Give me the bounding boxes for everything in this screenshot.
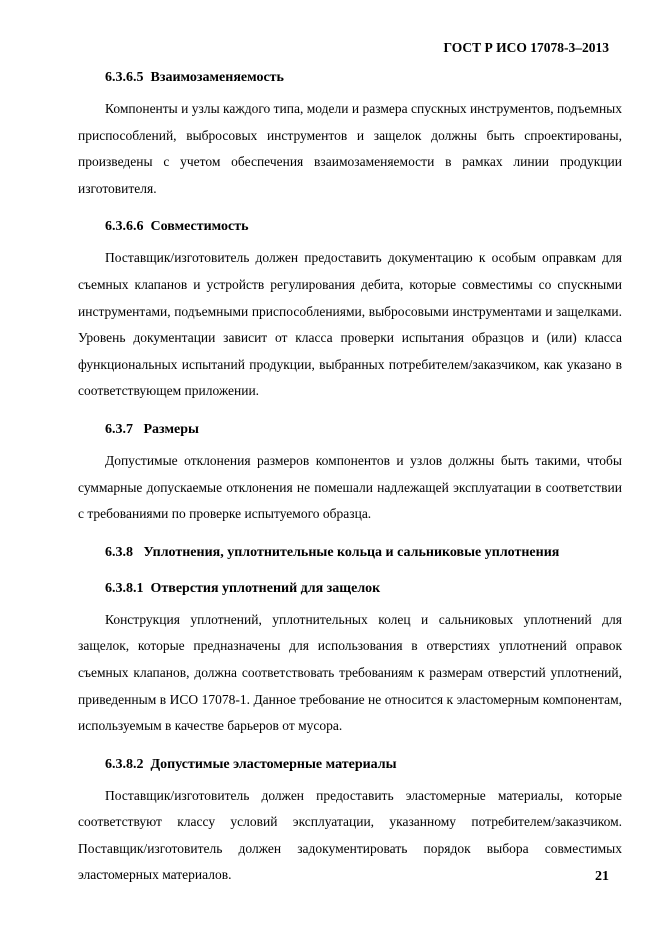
section-heading-seals: 6.3.8 Уплотнения, уплотнительные кольца и сальниковые уплотнения [105,544,560,560]
section-text-dimensions: Допустимые отклонения размеров компонентов и узлов должны быть такими, чтобы суммарные допускаемые отклонения не помешали надлежащей эксплуатации в соответствии с требованиями по проверке испытуемого образца. [78,452,622,522]
document-body [78,67,622,889]
section-heading-elastomer-materials: 6.3.8.2 Допустимые эластомерные материалы [105,756,397,772]
section-text-interchangeability: Компоненты и узлы каждого типа, модели и размера спускных инструментов, подъемных приспособлений, выбросовых инструментов и защелок должны быть спроектированы, произведены с учетом обеспечения взаимозаменяемости в рамках линии продукции изготовителя. [78,101,622,196]
section-text-compatibility: Поставщик/изготовитель должен предоставить документацию к особым оправкам для съемных клапанов и устройств регулирования дебита, которые совместимы со спускными инструментами, подъемными приспособлениями, выбросовыми инструментами и защелками. Уровень документации зависит от класса проверки испытания образцов и (или) класса функциональных испытаний продукции, выбранных потребителем/заказчиком, как указано в соответствующем приложении. [78,250,622,399]
section-heading-latch-seal-bores: 6.3.8.1 Отверстия уплотнений для защелок [105,580,381,596]
section-heading-dimensions: 6.3.7 Размеры [105,421,199,437]
section-heading-interchangeability: 6.3.6.5 Взаимозаменяемость [105,70,284,85]
section-text-elastomer-materials: Поставщик/изготовитель должен предоставить эластомерные материалы, которые соответствуют классу условий эксплуатации, указанному потребителем/заказчиком. Поставщик/изготовитель должен задокументировать порядок выбора совместимых эластомерных материалов. [78,787,622,883]
page-number: 21 [595,869,609,884]
section-text-latch-seal-bores: Конструкция уплотнений, уплотнительных колец и сальниковых уплотнений для защелок, которые предназначены для использования в отверстиях уплотнений оправок съемных клапанов, должна соответствовать требованиям к размерам отверстий уплотнений, приведенным в ИСО 17078-1. Данное требование не относится к эластомерным компонентам, используемым в качестве барьеров от мусора. [78,611,622,734]
section-heading-compatibility: 6.3.6.6 Совместимость [105,219,249,235]
document-header: ГОСТ Р ИСО 17078-3–2013 [443,40,609,55]
